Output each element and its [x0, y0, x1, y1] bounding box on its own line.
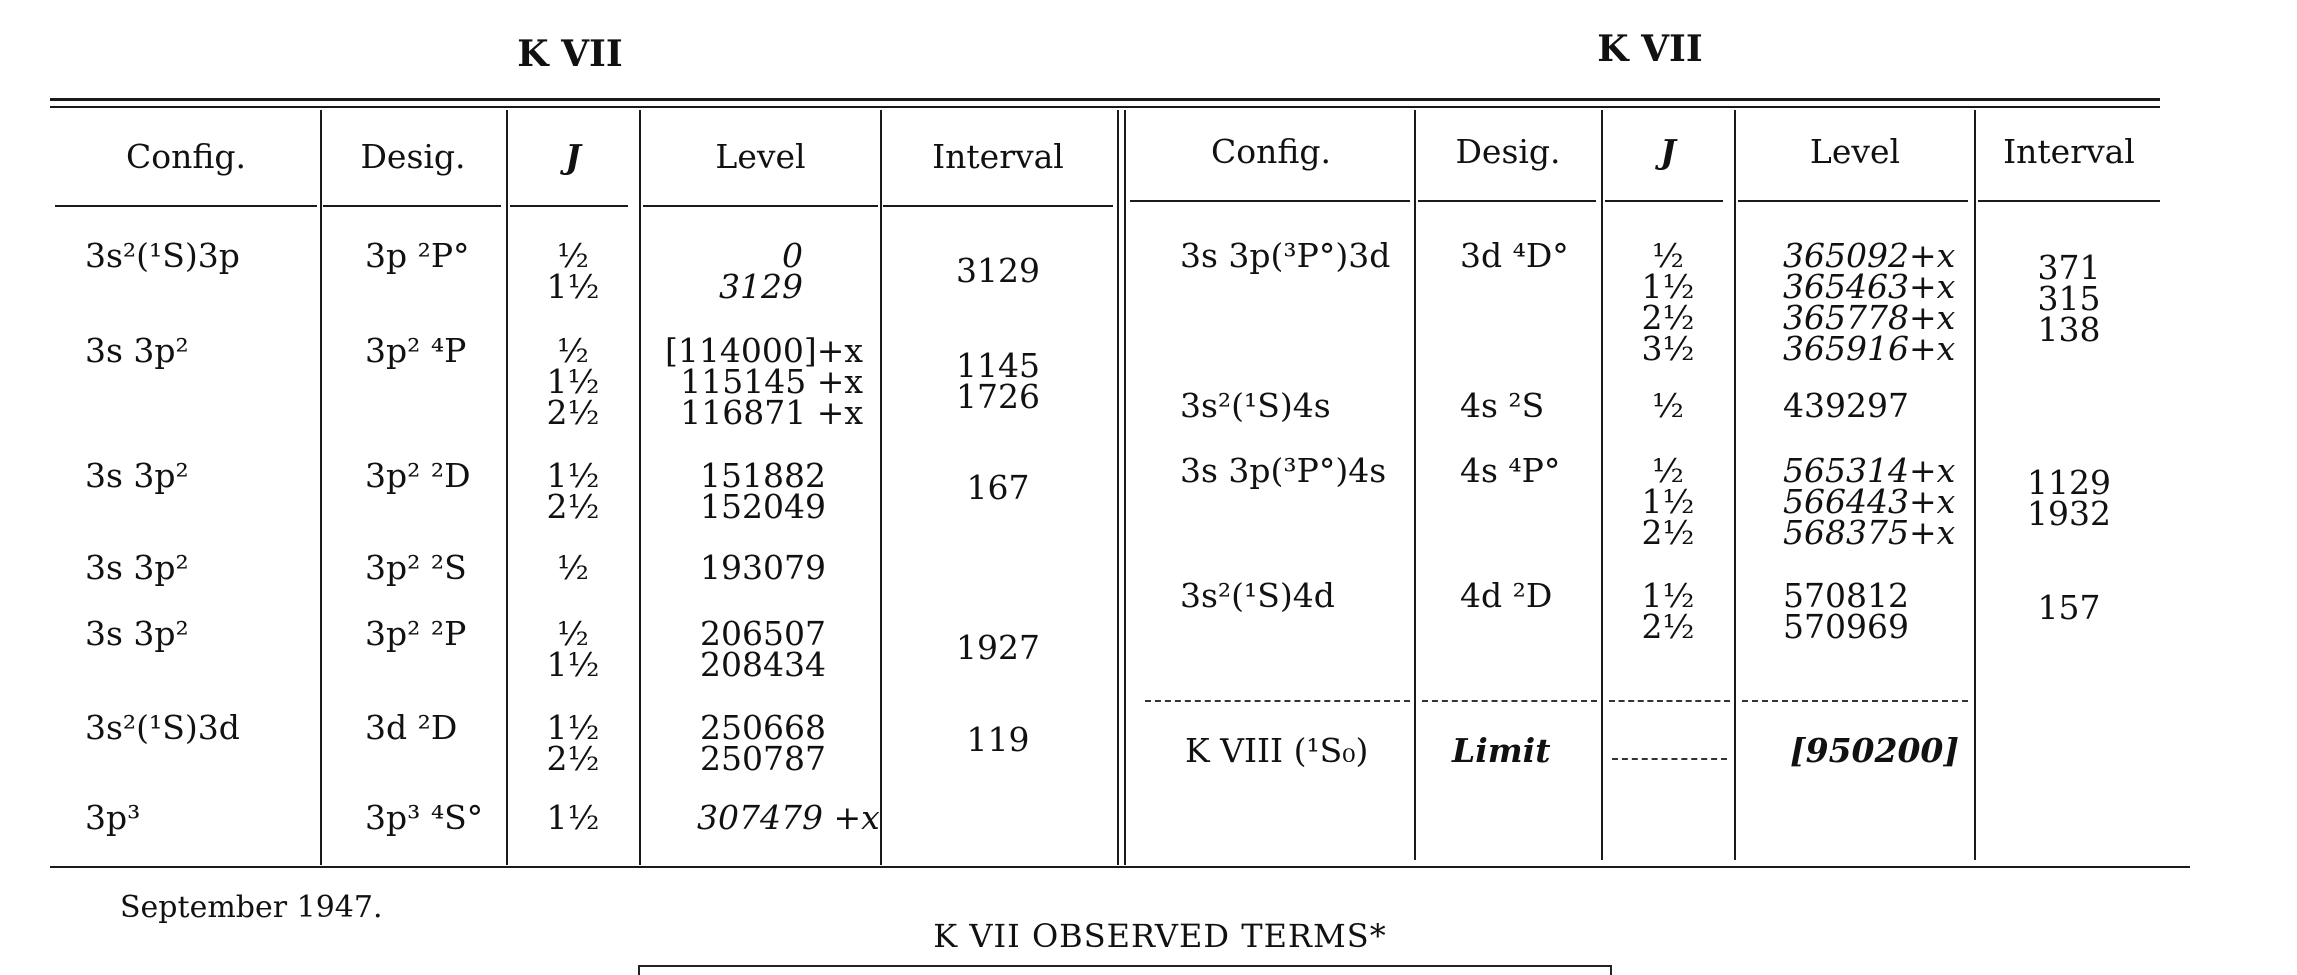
- hdr-underline: [883, 205, 1113, 207]
- level-cell: 365092+x 365463+x 365778+x 365916+x: [1783, 236, 1956, 368]
- config-cell: 3s 3p(³P°)3d: [1180, 236, 1391, 275]
- top-rule-2: [50, 106, 2160, 108]
- hdr-underline: [1130, 200, 1410, 202]
- j-cell: ½: [1652, 386, 1684, 425]
- col-rule: [1601, 110, 1603, 860]
- col-rule: [1734, 110, 1736, 860]
- config-cell: 3s²(¹S)4d: [1180, 576, 1335, 615]
- desig-cell: 4s ²S: [1460, 386, 1545, 425]
- hdr-underline: [1418, 200, 1596, 202]
- config-cell: 3s 3p²: [85, 331, 189, 370]
- level-cell: 570812 570969: [1783, 576, 1909, 646]
- header-desig: Desig.: [1455, 132, 1561, 171]
- hdr-underline: [55, 205, 317, 207]
- level-cell: 206507 208434: [700, 614, 826, 684]
- j-cell: 1½: [546, 798, 600, 837]
- interval-cell: 1129 1932: [2027, 463, 2111, 533]
- header-config: Config.: [126, 137, 246, 176]
- dashed-rule: [1422, 700, 1597, 702]
- hdr-underline: [1978, 200, 2160, 202]
- desig-cell: 3p ²P°: [365, 236, 470, 275]
- footer-date: September 1947.: [120, 890, 383, 925]
- level-cell: 250668 250787: [700, 708, 826, 778]
- desig-cell: 4s ⁴P°: [1460, 451, 1561, 490]
- middle-rule-2: [1124, 110, 1126, 865]
- hdr-underline: [643, 205, 878, 207]
- limit-level: [950200]: [1790, 731, 1959, 770]
- right-table-title: K VII: [1597, 28, 1703, 70]
- config-cell: 3s 3p(³P°)4s: [1180, 451, 1387, 490]
- level-cell: 565314+x 566443+x 568375+x: [1783, 451, 1956, 552]
- header-level: Level: [715, 137, 806, 176]
- j-cell: 1½ 2½: [1641, 576, 1695, 646]
- left-table-title: K VII: [517, 33, 623, 75]
- interval-cell: 119: [966, 720, 1030, 759]
- level-cell: 307479 +x: [697, 798, 880, 837]
- col-rule: [880, 110, 882, 865]
- col-rule: [1414, 110, 1416, 860]
- limit-desig: Limit: [1452, 731, 1551, 770]
- interval-cell: 167: [966, 468, 1030, 507]
- dashed-rule: [1742, 700, 1968, 702]
- desig-cell: 4d ²D: [1460, 576, 1553, 615]
- level-cell: 193079: [700, 548, 826, 587]
- desig-cell: 3p² ²S: [365, 548, 467, 587]
- j-cell: ½ 1½ 2½ 3½: [1641, 236, 1695, 368]
- middle-rule-1: [1117, 110, 1119, 865]
- header-j: J: [1660, 132, 1676, 171]
- bottom-rule: [50, 866, 2190, 868]
- config-cell: 3s 3p²: [85, 548, 189, 587]
- desig-cell: 3p² ²P: [365, 614, 467, 653]
- col-rule: [506, 110, 508, 865]
- config-cell: 3s 3p²: [85, 614, 189, 653]
- level-cell: 439297: [1783, 386, 1909, 425]
- next-table-top-edge: [638, 965, 1612, 975]
- header-desig: Desig.: [360, 137, 466, 176]
- col-rule: [639, 110, 641, 865]
- j-cell: 1½ 2½: [546, 456, 600, 526]
- footer-title: K VII OBSERVED TERMS*: [933, 917, 1387, 955]
- j-cell: ½ 1½: [546, 236, 600, 306]
- desig-cell: 3p² ⁴P: [365, 331, 467, 370]
- j-cell: ½ 1½: [546, 614, 600, 684]
- col-rule: [320, 110, 322, 865]
- hdr-underline: [1605, 200, 1723, 202]
- desig-cell: 3d ⁴D°: [1460, 236, 1569, 275]
- desig-cell: 3p³ ⁴S°: [365, 798, 484, 837]
- top-rule-1: [50, 98, 2160, 101]
- interval-cell: 3129: [956, 251, 1040, 290]
- dashed-rule: [1609, 700, 1730, 702]
- interval-cell: 1927: [956, 628, 1040, 667]
- interval-cell: 1145 1726: [956, 346, 1040, 416]
- j-cell: ½ 1½ 2½: [1641, 451, 1695, 552]
- j-cell: ½: [557, 548, 589, 587]
- interval-cell: 371 315 138: [2037, 248, 2101, 349]
- interval-cell: 157: [2037, 588, 2101, 627]
- level-cell: 0 3129: [719, 236, 803, 306]
- level-cell: [114000]+x 115145 +x 116871 +x: [665, 331, 863, 432]
- hdr-underline: [1738, 200, 1968, 202]
- j-cell: 1½ 2½: [546, 708, 600, 778]
- dashed-rule: [1145, 700, 1410, 702]
- config-cell: 3s 3p²: [85, 456, 189, 495]
- desig-cell: 3p² ²D: [365, 456, 471, 495]
- header-interval: Interval: [932, 137, 1064, 176]
- level-cell: 151882 152049: [700, 456, 826, 526]
- col-rule: [1974, 110, 1976, 860]
- header-config: Config.: [1211, 132, 1331, 171]
- hdr-underline: [510, 205, 628, 207]
- header-interval: Interval: [2003, 132, 2135, 171]
- limit-j-dashes: [1612, 758, 1727, 760]
- hdr-underline: [323, 205, 501, 207]
- config-cell: 3s²(¹S)4s: [1180, 386, 1331, 425]
- config-cell: 3s²(¹S)3p: [85, 236, 240, 275]
- config-cell: 3s²(¹S)3d: [85, 708, 240, 747]
- header-j: J: [565, 137, 581, 176]
- limit-config: K VIII (¹S₀): [1185, 731, 1369, 770]
- desig-cell: 3d ²D: [365, 708, 458, 747]
- j-cell: ½ 1½ 2½: [546, 331, 600, 432]
- header-level: Level: [1809, 132, 1901, 171]
- config-cell: 3p³: [85, 798, 141, 837]
